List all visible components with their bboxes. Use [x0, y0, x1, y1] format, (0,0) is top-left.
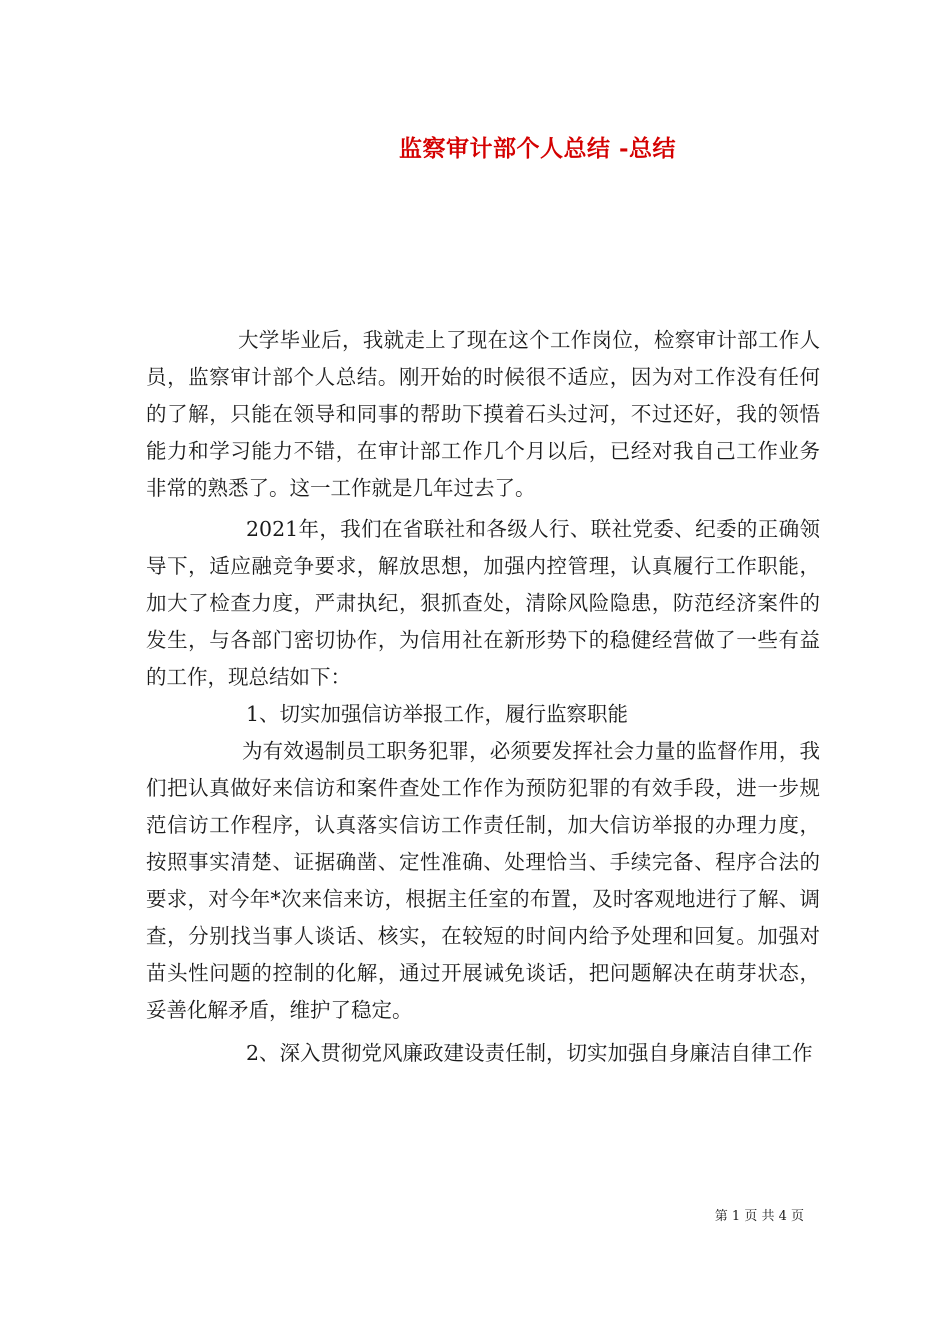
paragraph-summary: 2021年，我们在省联社和各级人行、联社党委、纪委的正确领导下，适应融竞争要求，解放思想，加强内控管理，认真履行工作职能，加大了检查力度，严肃执纪，狠抓查处，清除风险隐患，防范经济案件的发生，与各部门密切协作，为信用社在新形势下的稳健经营做了一些有益的工作，现总结如下：	[146, 517, 820, 689]
document-body	[146, 322, 820, 1072]
section-heading-1: 1、切实加强信访举报工作，履行监察职能	[246, 702, 629, 726]
paragraph-section-1: 为有效遏制员工职务犯罪，必须要发挥社会力量的监督作用，我们把认真做好来信访和案件查处工作作为预防犯罪的有效手段，进一步规范信访工作程序，认真落实信访工作责任制，加大信访举报的办理力度，按照事实清楚、证据确凿、定性准确、处理恰当、手续完备、程序合法的要求，对今年*次来信来访，根据主任室的布置，及时客观地进行了解、调查，分别找当事人谈话、核实，在较短的时间内给予处理和回复。加强对苗头性问题的控制的化解，通过开展诫免谈话，把问题解决在萌芽状态，妥善化解矛盾，维护了稳定。	[146, 739, 820, 1022]
document-title: 监察审计部个人总结 -总结	[398, 135, 677, 162]
paragraph-intro: 大学毕业后，我就走上了现在这个工作岗位，检察审计部工作人员，监察审计部个人总结。刚开始的时候很不适应，因为对工作没有任何的了解，只能在领导和同事的帮助下摸着石头过河，不过还好，我的领悟能力和学习能力不错，在审计部工作几个月以后，已经对我自己工作业务非常的熟悉了。这一工作就是几年过去了。	[146, 328, 820, 500]
section-heading-2: 2、深入贯彻党风廉政建设责任制，切实加强自身廉洁自律工作	[246, 1041, 813, 1065]
page-footer: 第 1 页 共 4 页	[714, 1209, 804, 1224]
